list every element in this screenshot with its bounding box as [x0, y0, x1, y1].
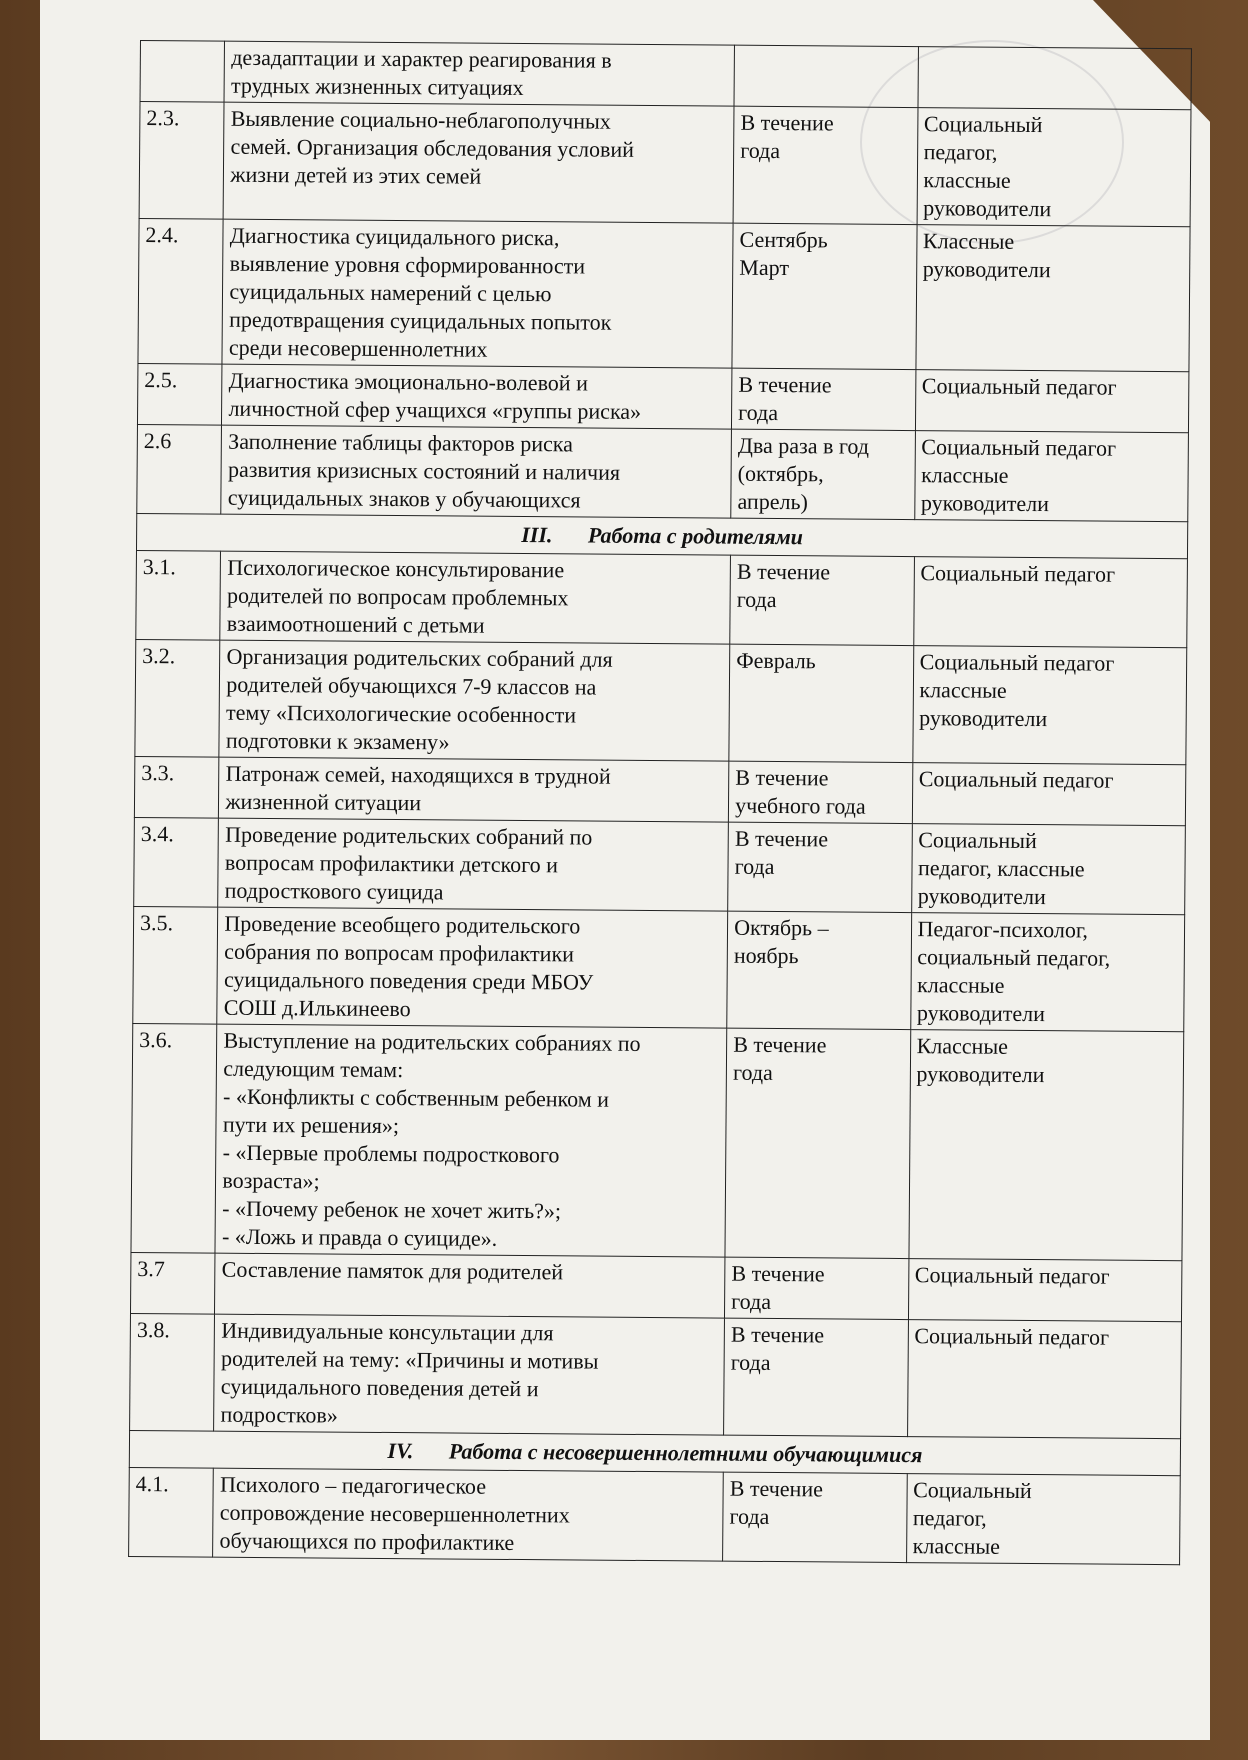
cell-text-line: Социальный педагог [918, 766, 1114, 793]
row-number [130, 1313, 215, 1431]
cell-text-line: Составление памяток для родителей [221, 1256, 564, 1285]
cell-text-line: В течение [736, 558, 831, 585]
cell-text-line: В течение [734, 825, 829, 852]
cell-text-line: Социальный педагог [921, 434, 1117, 461]
cell-text-line: (октябрь, [737, 460, 824, 487]
cell-text-line: классные [923, 167, 1011, 193]
activity-cell [222, 364, 732, 429]
responsible-cell [914, 431, 1188, 522]
table-row [134, 756, 1185, 825]
cell-text-line: возраста»; [222, 1167, 320, 1194]
activity-cell [224, 41, 734, 106]
cell-text-line: 4.1. [135, 1471, 169, 1497]
row-number [134, 817, 219, 907]
cell-text-line: классные [921, 462, 1009, 488]
cell-text-line: Диагностика эмоционально-волевой и [228, 367, 589, 396]
row-number [140, 41, 225, 103]
cell-text-line: В течение [733, 1031, 827, 1058]
cell-text-line: Психолого – педагогическое [219, 1471, 487, 1499]
cell-text-line: года [730, 1349, 771, 1375]
cell-text-line: учебного года [735, 792, 866, 819]
activity-cell [222, 219, 733, 368]
cell-text-line: обучающихся по профилактике [219, 1527, 515, 1555]
cell-text-line: суицидального поведения детей и [220, 1373, 539, 1402]
cell-text-line: Выявление социально-неблагополучных [230, 105, 611, 134]
term-cell [734, 45, 918, 107]
cell-text-line: руководители [917, 883, 1046, 910]
cell-text-line: семей. Организация обследования условий [230, 133, 635, 162]
cell-text-line: 2.4. [145, 222, 179, 248]
cell-text-line: суицидальных намерений с целью [229, 278, 552, 307]
cell-text-line: развития кризисных состояний и наличия [227, 456, 621, 485]
cell-text-line: Социальный педагог [914, 1262, 1110, 1289]
cell-text-line: руководители [919, 705, 1048, 732]
cell-text-line: Март [739, 254, 790, 281]
term-cell [727, 911, 911, 1029]
cell-text-line: социальный педагог, [917, 944, 1111, 971]
cell-text-line: Февраль [736, 647, 816, 674]
cell-text-line: Социальный педагог [914, 1323, 1110, 1350]
cell-text-line: года [734, 853, 775, 880]
row-number [134, 756, 219, 818]
cell-text-line: педагог, [923, 139, 998, 165]
cell-text-line: - «Почему ребенок не хочет жить?»; [222, 1195, 562, 1224]
activity-cell [217, 907, 728, 1028]
section-number: III. [521, 522, 553, 548]
responsible-cell [912, 763, 1186, 826]
activity-cell [221, 425, 731, 518]
activity-cell [223, 102, 734, 223]
plan-table [128, 40, 1192, 1565]
cell-text-line: ноябрь [733, 942, 799, 969]
cell-text-line: года [729, 1503, 770, 1529]
term-cell [725, 1028, 910, 1258]
responsible-cell [918, 47, 1192, 110]
diagnostics-rows [137, 41, 1192, 522]
cell-text-line: родителей обучающихся 7-9 классов на [226, 671, 597, 700]
cell-text-line: выявление уровня сформированности [229, 250, 586, 279]
cell-text-line: 3.4. [140, 821, 174, 847]
cell-text-line: вопросам профилактики детского и [224, 849, 559, 878]
cell-text-line: руководители [923, 195, 1052, 222]
table-row [133, 906, 1185, 1031]
cell-text-line: СОШ д.Илькинеево [223, 994, 411, 1022]
cell-text-line: Проведение родительских собраний по [225, 821, 593, 850]
activity-cell [213, 1468, 723, 1561]
responsible-cell [912, 646, 1186, 765]
cell-text-line: классные [912, 1533, 1001, 1559]
cell-text-line: Психологическое консультирование [227, 554, 565, 583]
cell-text-line: 3.1. [142, 554, 176, 580]
cell-text-line: родителей на тему: «Причины и мотивы [220, 1345, 599, 1374]
cell-text-line: 3.6. [139, 1027, 173, 1053]
cell-text-line: В течение [740, 109, 834, 136]
table-row [135, 639, 1187, 764]
cell-text-line: дезадаптации и характер реагирования в [231, 44, 612, 73]
row-number [138, 218, 224, 364]
table-row [140, 41, 1191, 110]
table-row [131, 1023, 1184, 1260]
responsible-cell [906, 1474, 1180, 1565]
activity-cell [219, 757, 729, 822]
cell-text-line: Классные [916, 1033, 1009, 1059]
cell-text-line: года [736, 586, 777, 613]
cell-text-line: - «Ложь и правда о суициде». [221, 1223, 498, 1251]
cell-text-line: В течение [735, 764, 829, 791]
cell-text-line: родителей по вопросам проблемных [226, 582, 569, 611]
term-cell [730, 555, 914, 645]
cell-text-line: подростков» [220, 1401, 338, 1428]
cell-text-line: - «Первые проблемы подросткового [222, 1139, 560, 1168]
activity-cell [214, 1314, 725, 1435]
cell-text-line: жизненной ситуации [225, 788, 422, 816]
row-number [133, 906, 218, 1024]
cell-text-line: - «Конфликты с собственным ребенком и [222, 1083, 610, 1112]
table-row [130, 1313, 1182, 1438]
cell-text-line: Проведение всеобщего родительского [224, 910, 581, 939]
cell-text-line: 2.3. [146, 105, 180, 131]
cell-text-line: В течение [731, 1260, 825, 1287]
cell-text-line: Два раза в год [737, 432, 870, 459]
row-number [129, 1467, 214, 1557]
cell-text-line: 3.7 [137, 1256, 165, 1282]
cell-text-line: руководители [922, 256, 1051, 283]
term-cell [724, 1318, 908, 1436]
cell-text-line: Социальный [918, 827, 1037, 854]
cell-text-line: подготовки к экзамену» [225, 727, 450, 755]
section-title: Работа с родителями [587, 522, 804, 550]
cell-text-line: пути их решения»; [222, 1111, 400, 1139]
cell-text-line: следующим темам: [223, 1055, 404, 1083]
cell-text-line: Социальный педагог [921, 373, 1117, 400]
term-cell [728, 822, 912, 912]
table-row [138, 218, 1190, 371]
responsible-cell [915, 370, 1189, 433]
cell-text-line: руководители [916, 1000, 1045, 1027]
cell-text-line: Педагог-психолог, [917, 916, 1089, 943]
cell-text-line: педагог, классные [917, 855, 1085, 882]
cell-text-line: Диагностика суицидального риска, [229, 222, 560, 251]
responsible-cell [911, 824, 1185, 915]
cell-text-line: руководители [916, 1061, 1045, 1088]
term-cell [733, 106, 917, 224]
activity-cell [215, 1253, 725, 1318]
row-number [136, 550, 221, 640]
cell-text-line: Организация родительских собраний для [226, 643, 613, 672]
cell-text-line: подросткового суицида [224, 877, 444, 905]
table-row [129, 1467, 1181, 1564]
row-number [131, 1023, 217, 1253]
table-row [134, 817, 1186, 914]
cell-text-line: тему «Психологические особенности [226, 699, 577, 728]
term-cell [731, 429, 915, 519]
cell-text-line: В течение [730, 1321, 825, 1348]
table-row [130, 1252, 1181, 1321]
responsible-cell [913, 557, 1187, 648]
cell-text-line: 3.8. [136, 1317, 170, 1343]
cell-text-line: классные [917, 972, 1005, 998]
cell-text-line: руководители [920, 490, 1050, 517]
responsible-cell [907, 1320, 1181, 1439]
cell-text-line: 3.2. [142, 643, 176, 669]
cell-text-line: года [732, 1059, 773, 1086]
term-cell [732, 223, 917, 369]
cell-text-line: классные [919, 677, 1007, 703]
cell-text-line: Классные [922, 228, 1015, 254]
minors-rows [129, 1467, 1181, 1564]
table-row [136, 550, 1188, 647]
cell-text-line: года [731, 1288, 772, 1314]
cell-text-line: жизни детей из этих семей [230, 161, 482, 189]
table-row [137, 363, 1188, 432]
cell-text-line: 3.3. [141, 760, 175, 786]
cell-text-line: 2.5. [144, 367, 178, 393]
row-number [139, 102, 224, 220]
cell-text-line: суицидального поведения среди МБОУ [223, 966, 594, 995]
cell-text-line: 3.5. [139, 910, 174, 936]
cell-text-line: Индивидуальные консультации для [221, 1317, 554, 1346]
table-row [139, 102, 1191, 227]
cell-text-line: Октябрь – [734, 914, 829, 941]
cell-text-line: В течение [729, 1475, 824, 1502]
responsible-cell [917, 108, 1191, 227]
cell-text-line: Выступление на родительских собраниях по [223, 1027, 641, 1056]
cell-text-line: взаимоотношений с детьми [226, 610, 485, 638]
cell-text-line: Заполнение таблицы факторов риска [228, 428, 574, 457]
cell-text-line: Сентябрь [739, 226, 828, 253]
term-cell [732, 368, 916, 430]
term-cell [723, 1472, 907, 1562]
activity-cell [215, 1024, 727, 1257]
row-number [137, 424, 222, 514]
cell-text-line: 2.6 [143, 428, 172, 454]
cell-text-line: В течение [738, 371, 832, 398]
row-number [137, 363, 222, 425]
row-number [135, 639, 220, 757]
activity-cell [219, 640, 730, 761]
parents-rows [130, 550, 1188, 1438]
term-cell [729, 644, 913, 762]
responsible-cell [908, 1259, 1182, 1322]
activity-cell [218, 818, 728, 911]
cell-text-line [147, 43, 218, 44]
section-number: IV. [387, 1437, 414, 1464]
cell-text-line: апрель) [737, 488, 808, 515]
cell-text-line: среди несовершеннолетних [228, 334, 488, 362]
cell-text-line: предотвращения суицидальных попыток [229, 306, 612, 335]
term-cell [729, 761, 913, 823]
cell-text-line: Социальный [923, 111, 1043, 138]
activity-cell [220, 551, 730, 644]
cell-text-line: сопровождение несовершеннолетних [219, 1499, 570, 1528]
table-row [137, 424, 1189, 521]
cell-text-line: собрания по вопросам профилактики [224, 938, 575, 967]
cell-text-line: года [740, 137, 781, 164]
responsible-cell [915, 225, 1190, 372]
cell-text-line: Социальный педагог [920, 560, 1116, 587]
cell-text-line: Патронаж семей, находящихся в трудной [225, 760, 611, 789]
cell-text-line: трудных жизненных ситуациях [230, 72, 524, 101]
cell-text-line: года [738, 399, 779, 426]
section-title: Работа с несовершеннолетними обучающимися [448, 1438, 923, 1468]
term-cell [725, 1257, 909, 1319]
responsible-cell [910, 913, 1184, 1032]
responsible-cell [908, 1030, 1183, 1261]
cell-text-line: суицидальных знаков у обучающихся [227, 484, 581, 513]
cell-text-line: Социальный педагог [919, 649, 1115, 676]
row-number [130, 1252, 215, 1314]
cell-text-line: личностной сфер учащихся «группы риска» [228, 395, 642, 424]
cell-text-line: педагог, [912, 1505, 987, 1531]
cell-text-line: Социальный [913, 1477, 1032, 1504]
